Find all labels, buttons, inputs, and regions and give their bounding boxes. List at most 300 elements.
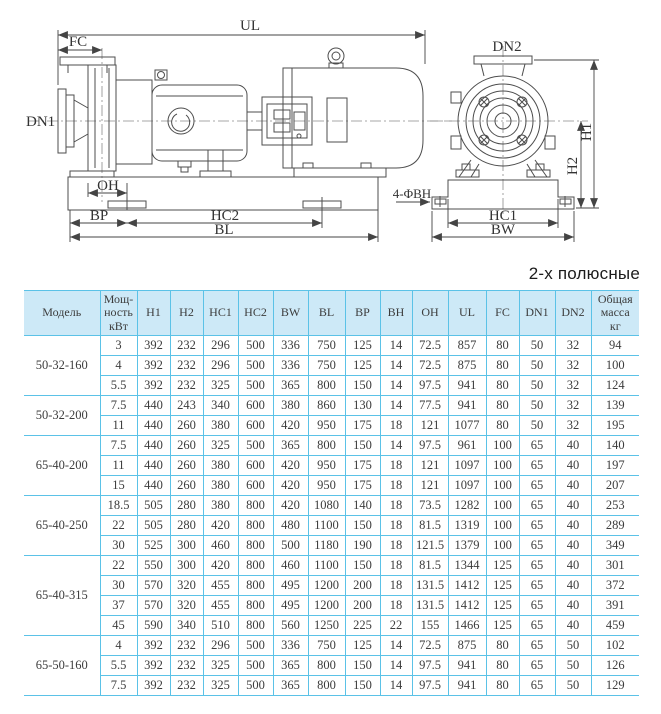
value-cell: 14: [380, 356, 412, 376]
value-cell: 125: [345, 636, 380, 656]
value-cell: 750: [308, 336, 345, 356]
table-row: [24, 636, 639, 656]
column-header: DN1: [519, 291, 555, 336]
model-cell: 50-32-200: [24, 396, 100, 436]
value-cell: 750: [308, 356, 345, 376]
value-cell: 800: [308, 376, 345, 396]
value-cell: 80: [486, 636, 519, 656]
value-cell: 65: [519, 636, 555, 656]
value-cell: 97.5: [412, 656, 448, 676]
value-cell: 1097: [448, 476, 486, 496]
table-row: [24, 656, 639, 676]
value-cell: 22: [380, 616, 412, 636]
value-cell: 65: [519, 436, 555, 456]
value-cell: 280: [170, 496, 203, 516]
dim-label-ul: UL: [240, 18, 260, 34]
value-cell: 121: [412, 416, 448, 436]
value-cell: 40: [555, 576, 591, 596]
value-cell: 18.5: [100, 496, 137, 516]
value-cell: 1080: [308, 496, 345, 516]
value-cell: 500: [273, 536, 308, 556]
value-cell: 860: [308, 396, 345, 416]
value-cell: 392: [137, 676, 170, 696]
value-cell: 800: [238, 496, 273, 516]
value-cell: 800: [238, 596, 273, 616]
value-cell: 121: [412, 456, 448, 476]
value-cell: 570: [137, 596, 170, 616]
value-cell: 175: [345, 456, 380, 476]
table-row: [24, 456, 639, 476]
value-cell: 45: [100, 616, 137, 636]
value-cell: 125: [486, 556, 519, 576]
value-cell: 875: [448, 636, 486, 656]
value-cell: 500: [238, 676, 273, 696]
value-cell: 300: [170, 536, 203, 556]
value-cell: 5.5: [100, 656, 137, 676]
value-cell: 100: [486, 476, 519, 496]
value-cell: 372: [591, 576, 639, 596]
value-cell: 380: [203, 476, 238, 496]
value-cell: 73.5: [412, 496, 448, 516]
value-cell: 37: [100, 596, 137, 616]
value-cell: 1344: [448, 556, 486, 576]
model-cell: 65-50-160: [24, 636, 100, 696]
value-cell: 232: [170, 356, 203, 376]
value-cell: 129: [591, 676, 639, 696]
value-cell: 4: [100, 356, 137, 376]
value-cell: 131.5: [412, 596, 448, 616]
value-cell: 420: [203, 516, 238, 536]
value-cell: 121: [412, 476, 448, 496]
table-row: [24, 536, 639, 556]
model-cell: 65-40-315: [24, 556, 100, 636]
value-cell: 340: [203, 396, 238, 416]
value-cell: 65: [519, 536, 555, 556]
dim-label-fc: FC: [68, 34, 88, 50]
value-cell: 600: [238, 416, 273, 436]
value-cell: 100: [486, 496, 519, 516]
table-row: [24, 496, 639, 516]
value-cell: 1077: [448, 416, 486, 436]
value-cell: 190: [345, 536, 380, 556]
value-cell: 7.5: [100, 436, 137, 456]
value-cell: 7.5: [100, 396, 137, 416]
value-cell: 296: [203, 356, 238, 376]
value-cell: 336: [273, 336, 308, 356]
table-row: [24, 516, 639, 536]
value-cell: 50: [555, 656, 591, 676]
value-cell: 941: [448, 376, 486, 396]
value-cell: 18: [380, 416, 412, 436]
value-cell: 32: [555, 416, 591, 436]
value-cell: 102: [591, 636, 639, 656]
value-cell: 50: [555, 636, 591, 656]
value-cell: 72.5: [412, 636, 448, 656]
value-cell: 125: [486, 576, 519, 596]
value-cell: 459: [591, 616, 639, 636]
value-cell: 140: [345, 496, 380, 516]
value-cell: 130: [345, 396, 380, 416]
value-cell: 18: [380, 476, 412, 496]
value-cell: 336: [273, 636, 308, 656]
value-cell: 380: [203, 496, 238, 516]
value-cell: 80: [486, 336, 519, 356]
value-cell: 40: [555, 556, 591, 576]
value-cell: 253: [591, 496, 639, 516]
value-cell: 150: [345, 676, 380, 696]
table-row: [24, 556, 639, 576]
value-cell: 1097: [448, 456, 486, 476]
value-cell: 125: [345, 356, 380, 376]
table-row: [24, 596, 639, 616]
value-cell: 232: [170, 336, 203, 356]
value-cell: 125: [486, 596, 519, 616]
value-cell: 750: [308, 636, 345, 656]
value-cell: 941: [448, 676, 486, 696]
value-cell: 200: [345, 576, 380, 596]
model-cell: 65-40-250: [24, 496, 100, 556]
value-cell: 65: [519, 656, 555, 676]
value-cell: 72.5: [412, 336, 448, 356]
table-row: [24, 396, 639, 416]
value-cell: 30: [100, 536, 137, 556]
dim-label-h1: H1: [579, 122, 595, 142]
value-cell: 18: [380, 576, 412, 596]
value-cell: 950: [308, 456, 345, 476]
value-cell: 3: [100, 336, 137, 356]
value-cell: 18: [380, 536, 412, 556]
dim-label-hc1: HC1: [488, 208, 518, 224]
value-cell: 460: [273, 556, 308, 576]
value-cell: 800: [238, 516, 273, 536]
value-cell: 392: [137, 656, 170, 676]
value-cell: 80: [486, 396, 519, 416]
column-header: BL: [308, 291, 345, 336]
value-cell: 4: [100, 636, 137, 656]
value-cell: 550: [137, 556, 170, 576]
value-cell: 100: [486, 436, 519, 456]
value-cell: 100: [486, 456, 519, 476]
column-header: BW: [273, 291, 308, 336]
column-header: FC: [486, 291, 519, 336]
value-cell: 175: [345, 416, 380, 436]
value-cell: 200: [345, 596, 380, 616]
value-cell: 7.5: [100, 676, 137, 696]
value-cell: 460: [203, 536, 238, 556]
section-title: 2-х полюсные: [528, 264, 640, 283]
dim-label-dn2: DN2: [492, 39, 522, 55]
value-cell: 800: [308, 436, 345, 456]
value-cell: 65: [519, 616, 555, 636]
value-cell: 232: [170, 636, 203, 656]
value-cell: 5.5: [100, 376, 137, 396]
value-cell: 440: [137, 396, 170, 416]
dim-label-oh: OH: [97, 178, 119, 194]
value-cell: 18: [380, 596, 412, 616]
value-cell: 380: [273, 396, 308, 416]
value-cell: 197: [591, 456, 639, 476]
value-cell: 340: [170, 616, 203, 636]
value-cell: 100: [486, 516, 519, 536]
value-cell: 195: [591, 416, 639, 436]
value-cell: 14: [380, 656, 412, 676]
value-cell: 590: [137, 616, 170, 636]
value-cell: 296: [203, 636, 238, 656]
value-cell: 14: [380, 636, 412, 656]
value-cell: 232: [170, 676, 203, 696]
value-cell: 800: [308, 656, 345, 676]
value-cell: 1319: [448, 516, 486, 536]
value-cell: 950: [308, 416, 345, 436]
value-cell: 40: [555, 616, 591, 636]
table-row: [24, 336, 639, 356]
value-cell: 420: [273, 416, 308, 436]
value-cell: 495: [273, 576, 308, 596]
value-cell: 32: [555, 336, 591, 356]
value-cell: 325: [203, 436, 238, 456]
value-cell: 600: [238, 476, 273, 496]
value-cell: 131.5: [412, 576, 448, 596]
value-cell: 11: [100, 456, 137, 476]
value-cell: 857: [448, 336, 486, 356]
value-cell: 500: [238, 636, 273, 656]
value-cell: 1180: [308, 536, 345, 556]
value-cell: 296: [203, 336, 238, 356]
column-header: Мощ- ность кВт: [100, 291, 137, 336]
column-header: DN2: [555, 291, 591, 336]
value-cell: 150: [345, 656, 380, 676]
value-cell: 100: [486, 536, 519, 556]
value-cell: 260: [170, 436, 203, 456]
table-row: [24, 576, 639, 596]
value-cell: 280: [170, 516, 203, 536]
value-cell: 80: [486, 376, 519, 396]
value-cell: 500: [238, 336, 273, 356]
value-cell: 950: [308, 476, 345, 496]
value-cell: 1200: [308, 576, 345, 596]
value-cell: 100: [591, 356, 639, 376]
value-cell: 150: [345, 556, 380, 576]
value-cell: 440: [137, 436, 170, 456]
value-cell: 365: [273, 376, 308, 396]
column-header: Общая масса кг: [591, 291, 639, 336]
table-row: [24, 616, 639, 636]
table-row: [24, 476, 639, 496]
value-cell: 480: [273, 516, 308, 536]
value-cell: 150: [345, 436, 380, 456]
value-cell: 392: [137, 376, 170, 396]
value-cell: 365: [273, 676, 308, 696]
value-cell: 15: [100, 476, 137, 496]
value-cell: 80: [486, 656, 519, 676]
value-cell: 40: [555, 476, 591, 496]
value-cell: 325: [203, 376, 238, 396]
value-cell: 260: [170, 416, 203, 436]
value-cell: 525: [137, 536, 170, 556]
value-cell: 40: [555, 516, 591, 536]
value-cell: 961: [448, 436, 486, 456]
value-cell: 800: [238, 556, 273, 576]
value-cell: 77.5: [412, 396, 448, 416]
value-cell: 392: [137, 636, 170, 656]
value-cell: 420: [273, 456, 308, 476]
column-header: UL: [448, 291, 486, 336]
value-cell: 40: [555, 596, 591, 616]
value-cell: 1412: [448, 596, 486, 616]
value-cell: 155: [412, 616, 448, 636]
column-header: BH: [380, 291, 412, 336]
value-cell: 65: [519, 456, 555, 476]
table-row: [24, 436, 639, 456]
column-header: OH: [412, 291, 448, 336]
value-cell: 72.5: [412, 356, 448, 376]
value-cell: 1200: [308, 596, 345, 616]
value-cell: 391: [591, 596, 639, 616]
value-cell: 22: [100, 556, 137, 576]
column-header: H1: [137, 291, 170, 336]
value-cell: 80: [486, 356, 519, 376]
value-cell: 440: [137, 456, 170, 476]
column-header: Модель: [24, 291, 100, 336]
value-cell: 600: [238, 396, 273, 416]
value-cell: 505: [137, 496, 170, 516]
value-cell: 232: [170, 376, 203, 396]
value-cell: 1100: [308, 556, 345, 576]
value-cell: 32: [555, 356, 591, 376]
value-cell: 380: [203, 416, 238, 436]
value-cell: 18: [380, 496, 412, 516]
value-cell: 455: [203, 596, 238, 616]
column-header: HC1: [203, 291, 238, 336]
value-cell: 175: [345, 476, 380, 496]
value-cell: 80: [486, 676, 519, 696]
dim-label-h2: H2: [565, 156, 581, 176]
column-header: H2: [170, 291, 203, 336]
table-row: [24, 676, 639, 696]
value-cell: 32: [555, 376, 591, 396]
value-cell: 18: [380, 556, 412, 576]
value-cell: 941: [448, 396, 486, 416]
value-cell: 14: [380, 336, 412, 356]
value-cell: 11: [100, 416, 137, 436]
value-cell: 505: [137, 516, 170, 536]
value-cell: 18: [380, 516, 412, 536]
value-cell: 440: [137, 416, 170, 436]
value-cell: 289: [591, 516, 639, 536]
value-cell: 232: [170, 656, 203, 676]
model-cell: 65-40-200: [24, 436, 100, 496]
value-cell: 50: [519, 336, 555, 356]
value-cell: 392: [137, 356, 170, 376]
value-cell: 121.5: [412, 536, 448, 556]
value-cell: 97.5: [412, 676, 448, 696]
value-cell: 260: [170, 456, 203, 476]
value-cell: 1282: [448, 496, 486, 516]
value-cell: 500: [238, 436, 273, 456]
value-cell: 97.5: [412, 436, 448, 456]
table-row: [24, 376, 639, 396]
value-cell: 500: [238, 656, 273, 676]
value-cell: 420: [273, 496, 308, 516]
value-cell: 225: [345, 616, 380, 636]
value-cell: 600: [238, 456, 273, 476]
value-cell: 325: [203, 656, 238, 676]
value-cell: 32: [555, 396, 591, 416]
value-cell: 495: [273, 596, 308, 616]
value-cell: 875: [448, 356, 486, 376]
value-cell: 570: [137, 576, 170, 596]
value-cell: 30: [100, 576, 137, 596]
value-cell: 440: [137, 476, 170, 496]
value-cell: 207: [591, 476, 639, 496]
dim-label-dn1: DN1: [26, 114, 56, 130]
value-cell: 22: [100, 516, 137, 536]
value-cell: 1379: [448, 536, 486, 556]
value-cell: 65: [519, 496, 555, 516]
dim-label-bl: BL: [214, 222, 234, 238]
value-cell: 50: [555, 676, 591, 696]
value-cell: 243: [170, 396, 203, 416]
value-cell: 380: [203, 456, 238, 476]
column-header: HC2: [238, 291, 273, 336]
value-cell: 1466: [448, 616, 486, 636]
value-cell: 800: [238, 576, 273, 596]
value-cell: 40: [555, 456, 591, 476]
value-cell: 500: [238, 376, 273, 396]
value-cell: 65: [519, 476, 555, 496]
value-cell: 320: [170, 576, 203, 596]
value-cell: 65: [519, 576, 555, 596]
value-cell: 150: [345, 376, 380, 396]
value-cell: 1100: [308, 516, 345, 536]
value-cell: 139: [591, 396, 639, 416]
dim-label-bw: BW: [490, 222, 516, 238]
value-cell: 420: [273, 476, 308, 496]
value-cell: 65: [519, 596, 555, 616]
value-cell: 14: [380, 436, 412, 456]
value-cell: 1412: [448, 576, 486, 596]
value-cell: 420: [203, 556, 238, 576]
value-cell: 150: [345, 516, 380, 536]
value-cell: 125: [345, 336, 380, 356]
value-cell: 800: [238, 536, 273, 556]
value-cell: 65: [519, 676, 555, 696]
value-cell: 365: [273, 436, 308, 456]
value-cell: 40: [555, 436, 591, 456]
value-cell: 365: [273, 656, 308, 676]
header-row: [24, 291, 639, 336]
dim-label-bp: BP: [89, 208, 109, 224]
dim-label-bh: 4-ΦBH: [392, 186, 432, 201]
value-cell: 65: [519, 516, 555, 536]
value-cell: 97.5: [412, 376, 448, 396]
value-cell: 300: [170, 556, 203, 576]
value-cell: 126: [591, 656, 639, 676]
value-cell: 40: [555, 496, 591, 516]
value-cell: 800: [238, 616, 273, 636]
value-cell: 336: [273, 356, 308, 376]
value-cell: 455: [203, 576, 238, 596]
value-cell: 50: [519, 396, 555, 416]
value-cell: 50: [519, 376, 555, 396]
dim-label-hc2: HC2: [210, 208, 240, 224]
pump-dimension-drawing: [0, 0, 661, 256]
value-cell: 510: [203, 616, 238, 636]
column-header: BP: [345, 291, 380, 336]
value-cell: 14: [380, 376, 412, 396]
model-cell: 50-32-160: [24, 336, 100, 396]
value-cell: 124: [591, 376, 639, 396]
